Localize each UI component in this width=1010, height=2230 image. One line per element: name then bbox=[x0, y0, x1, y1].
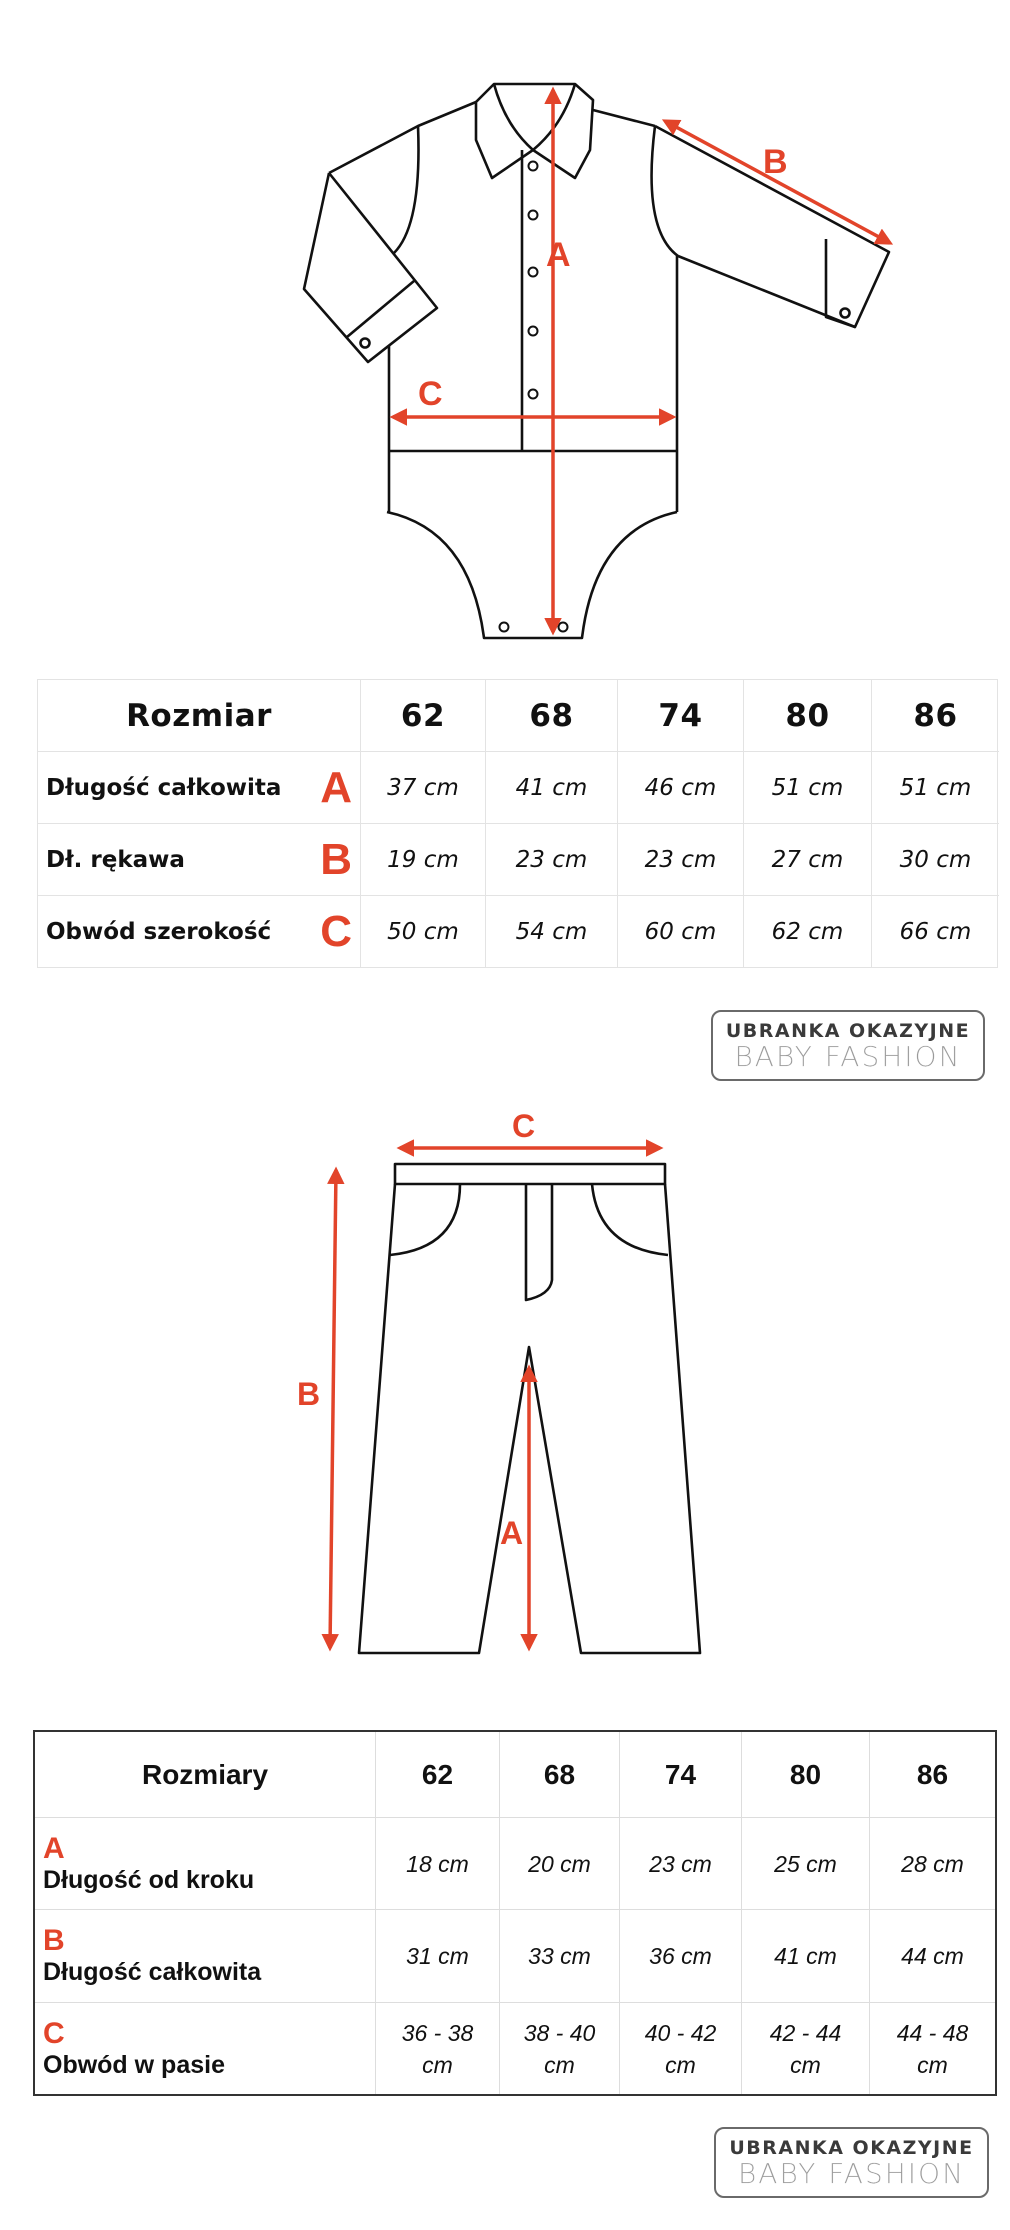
header-size-62: 62 bbox=[361, 680, 486, 752]
table-cell: 40 - 42 cm bbox=[620, 2003, 742, 2094]
row-name: Długość całkowita bbox=[43, 1958, 262, 1986]
row-letter-b: B bbox=[43, 1924, 65, 1957]
shirt-label-c: C bbox=[418, 375, 443, 413]
table-cell: 36 - 38 cm bbox=[376, 2003, 500, 2094]
pants-label-c: C bbox=[512, 1108, 536, 1144]
table-cell: 37 cm bbox=[361, 752, 486, 824]
pants-label-b: B bbox=[297, 1376, 321, 1412]
table-cell: 30 cm bbox=[872, 824, 999, 896]
header-size-74: 74 bbox=[620, 1732, 742, 1818]
table-cell: 44 - 48 cm bbox=[896, 2019, 969, 2078]
row-label-sleeve-length bbox=[38, 824, 361, 896]
row-label-total-length bbox=[35, 1910, 376, 2003]
row-label-waist bbox=[35, 2003, 376, 2094]
table-cell: 28 cm bbox=[870, 1818, 995, 1910]
logo-line-1: UBRANKA OKAZYJNE bbox=[725, 1019, 971, 1042]
table-cell: 42 - 44 cm bbox=[742, 2003, 870, 2094]
row-name: Długość całkowita bbox=[46, 774, 282, 801]
table-cell: 27 cm bbox=[744, 824, 872, 896]
row-letter-a: A bbox=[43, 1831, 65, 1865]
table-cell: 60 cm bbox=[618, 896, 744, 968]
logo-line-2: BABY FASHION bbox=[734, 1039, 962, 1073]
table-cell: 23 cm bbox=[486, 824, 618, 896]
table-cell: 51 cm bbox=[872, 752, 999, 824]
row-label-width bbox=[38, 896, 361, 968]
shirt-label-a: A bbox=[546, 236, 571, 274]
table-cell: 38 - 40 cm bbox=[500, 2003, 620, 2094]
shirt-size-table bbox=[37, 679, 998, 968]
table-cell: 51 cm bbox=[744, 752, 872, 824]
brand-logo bbox=[711, 1010, 985, 1081]
row-letter-c: C bbox=[320, 907, 352, 956]
row-name: Długość od kroku bbox=[43, 1865, 255, 1894]
header-size-62: 62 bbox=[376, 1732, 500, 1818]
table-cell: 41 cm bbox=[486, 752, 618, 824]
table-cell: 50 cm bbox=[361, 896, 486, 968]
header-size-68: 68 bbox=[486, 680, 618, 752]
row-letter-c: C bbox=[43, 2016, 65, 2050]
row-label-inseam bbox=[35, 1818, 376, 1910]
header-size-86: 86 bbox=[870, 1732, 995, 1818]
pants-label-a: A bbox=[500, 1515, 524, 1551]
table-cell: 20 cm bbox=[500, 1818, 620, 1910]
table-cell: 23 cm bbox=[620, 1818, 742, 1910]
table-cell: 44 cm bbox=[870, 1910, 995, 2003]
table-cell: 54 cm bbox=[486, 896, 618, 968]
brand-logo bbox=[714, 2127, 989, 2198]
row-name: Obwód szerokość bbox=[46, 919, 272, 945]
row-name: Obwód w pasie bbox=[43, 2050, 225, 2079]
row-label-total-length bbox=[38, 752, 361, 824]
table-cell: 33 cm bbox=[500, 1910, 620, 2003]
table-cell: 31 cm bbox=[376, 1910, 500, 2003]
pants-size-table bbox=[33, 1730, 997, 2096]
table-cell: 66 cm bbox=[899, 919, 972, 945]
header-size-80: 80 bbox=[744, 680, 872, 752]
table-cell: 41 cm bbox=[742, 1910, 870, 2003]
header-size-label: Rozmiar bbox=[38, 680, 361, 752]
header-size-label: Rozmiary bbox=[35, 1732, 376, 1818]
bodysuit-shirt-diagram-icon bbox=[0, 0, 1010, 660]
table-cell: 18 cm bbox=[376, 1818, 500, 1910]
table-cell: 25 cm bbox=[742, 1818, 870, 1910]
row-letter-a: A bbox=[320, 762, 352, 812]
header-size-74: 74 bbox=[618, 680, 744, 752]
row-letter-b: B bbox=[320, 834, 352, 884]
logo-line-2: BABY FASHION bbox=[737, 2156, 966, 2190]
row-name: Dł. rękawa bbox=[46, 846, 185, 873]
header-size-68: 68 bbox=[500, 1732, 620, 1818]
table-cell: 46 cm bbox=[618, 752, 744, 824]
pants-diagram-icon bbox=[0, 1090, 1010, 1670]
header-size-86: 86 bbox=[872, 680, 999, 752]
table-cell: 23 cm bbox=[618, 824, 744, 896]
header-size-80: 80 bbox=[742, 1732, 870, 1818]
table-cell: 62 cm bbox=[744, 896, 872, 968]
table-cell: 19 cm bbox=[361, 824, 486, 896]
shirt-label-b: B bbox=[763, 143, 788, 181]
logo-line-1: UBRANKA OKAZYJNE bbox=[729, 2136, 974, 2159]
table-cell: 36 cm bbox=[620, 1910, 742, 2003]
